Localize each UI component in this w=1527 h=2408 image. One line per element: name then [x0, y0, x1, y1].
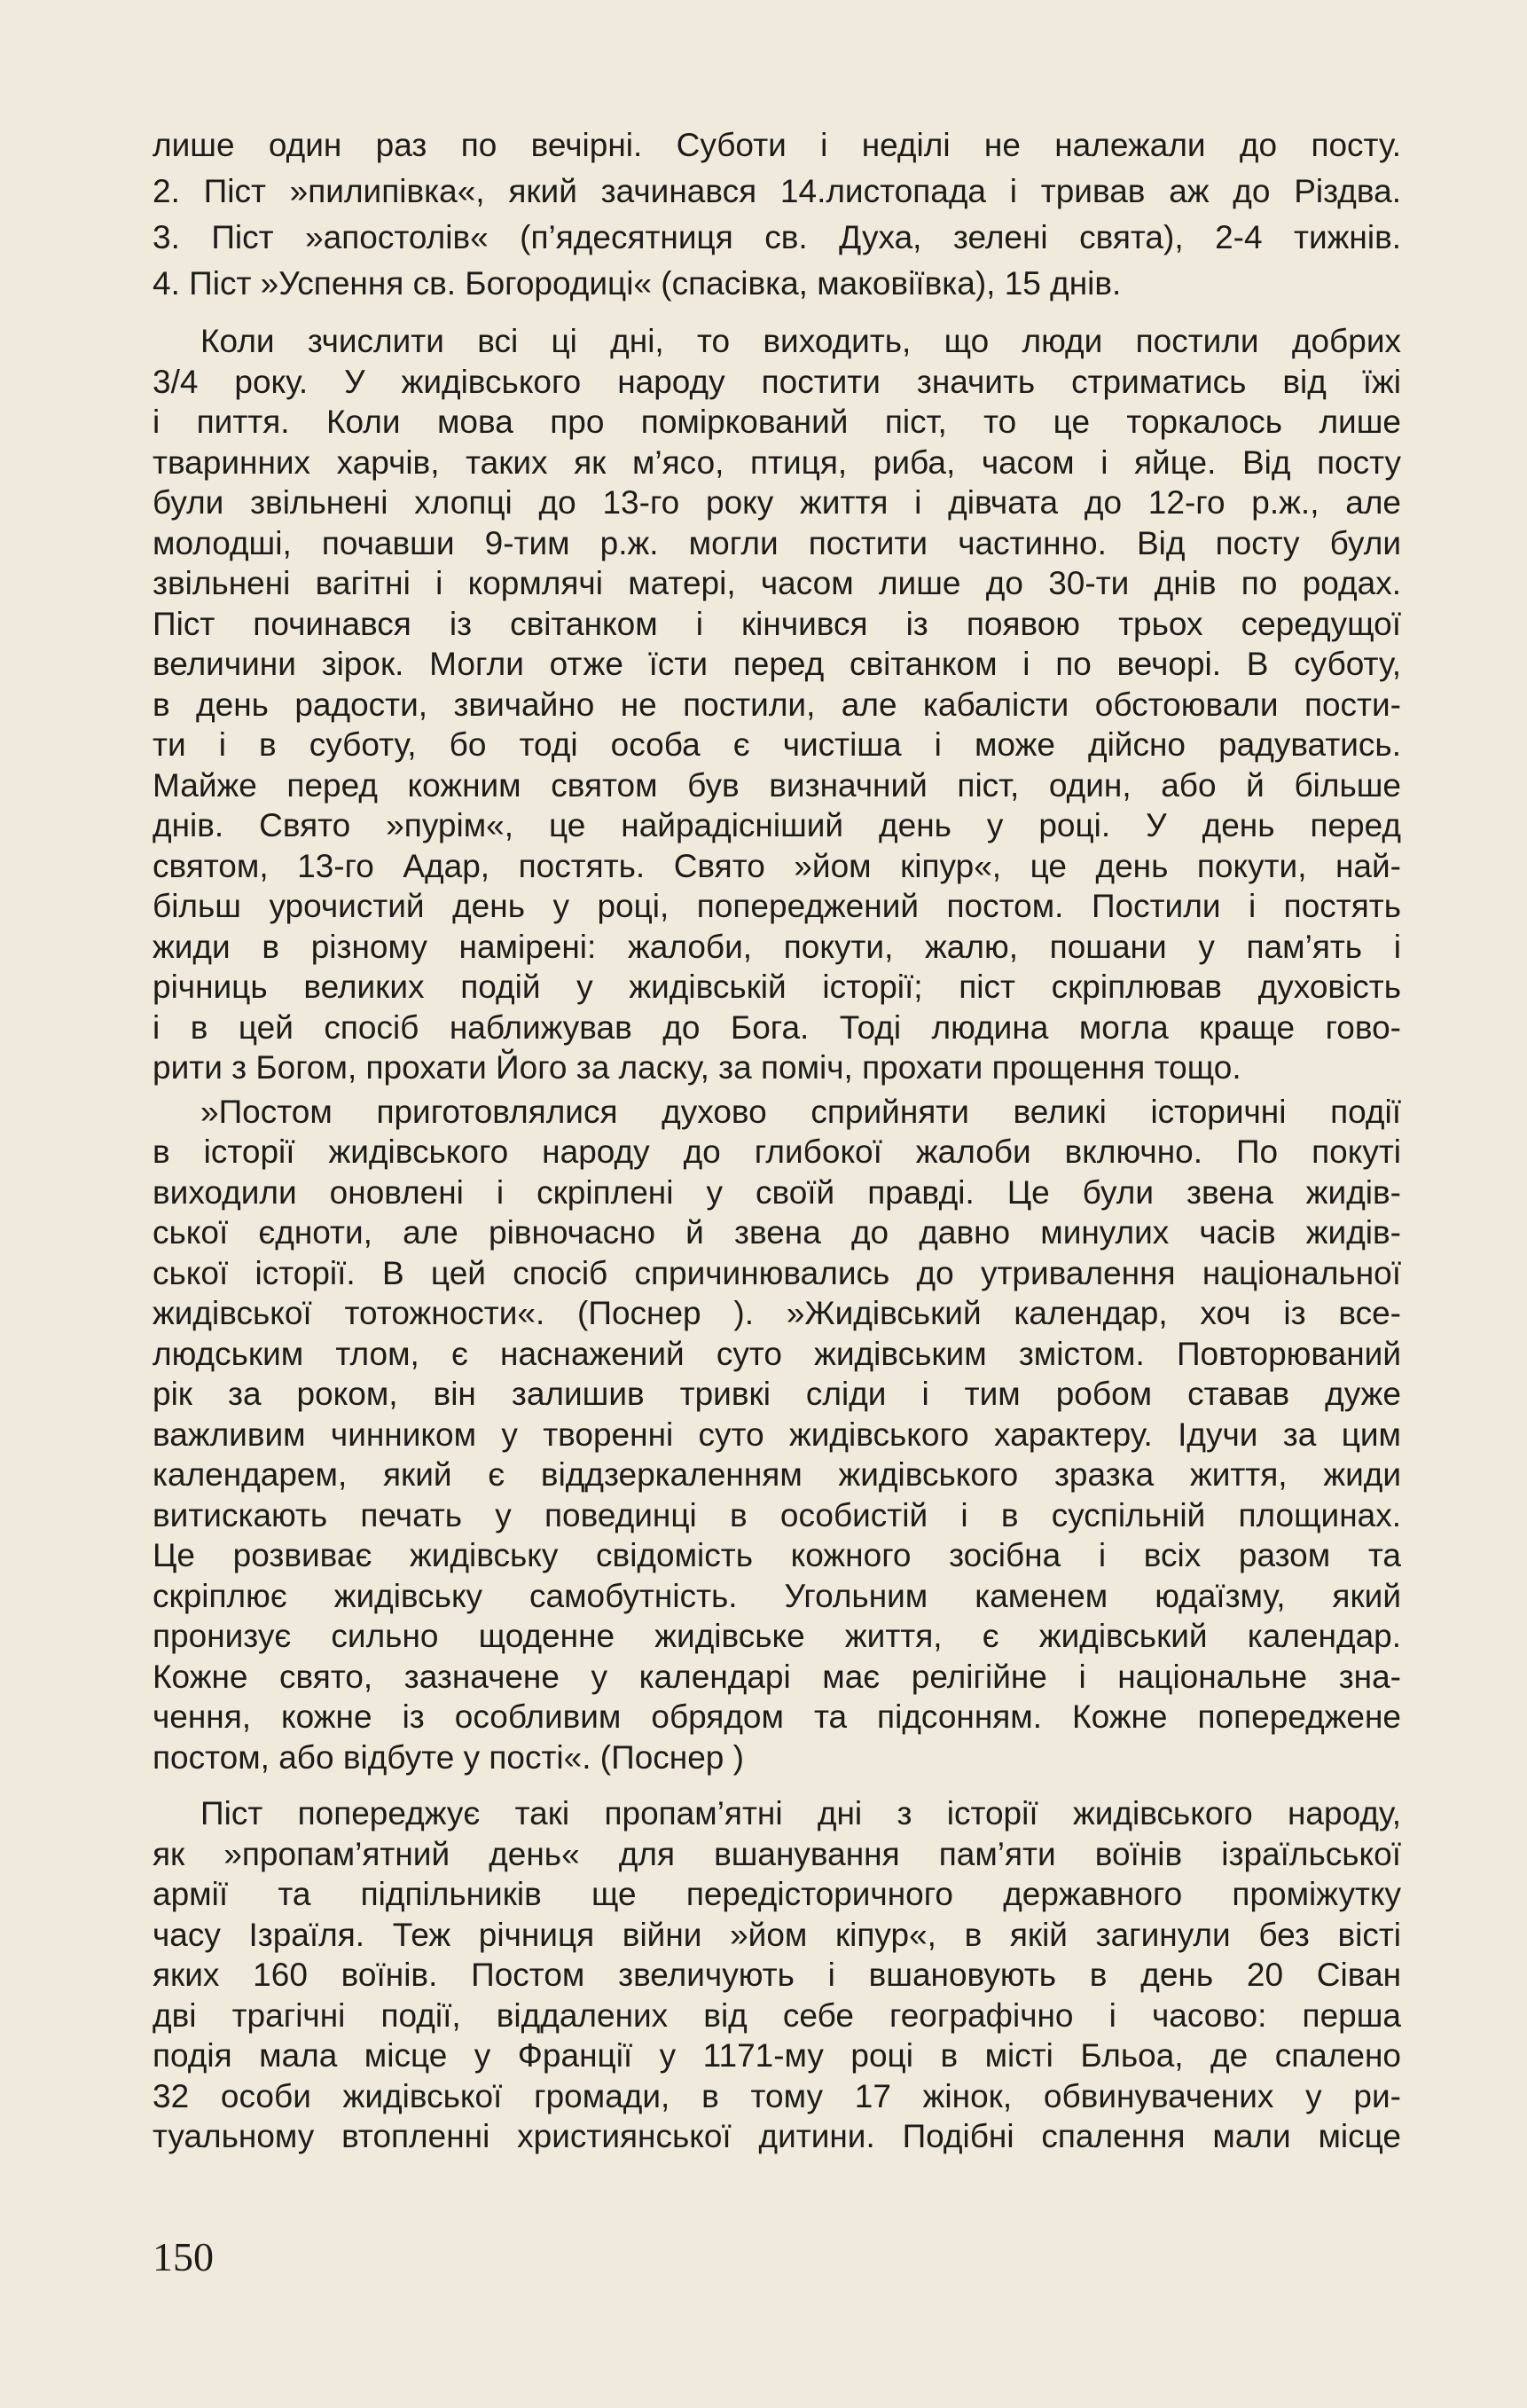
page-number: 150: [153, 2234, 214, 2279]
text-line: більш урочистий день у році, попереджений постом. Постили і постять: [153, 888, 1401, 924]
text-line: і пиття. Коли мова про поміркований піст, то це торкалось лише: [153, 404, 1401, 440]
text-line: Коли зчислити всі ці дні, то виходить, що люди постили добрих: [200, 323, 1401, 359]
text-line: ської єдноти, але рівночасно й звена до давно минулих часів жидів-: [153, 1214, 1401, 1251]
list-line: 4. Піст »Успення св. Богородиці« (спасівка, маковіївка), 15 днів.: [153, 265, 1122, 302]
paragraph-3: [153, 1793, 1401, 2157]
fast-list: [153, 122, 1401, 307]
text-line: річниць великих подій у жидівській історії; піст скріплював духовість: [153, 969, 1401, 1005]
text-line: Кожне свято, зазначене у календарі має релігійне і національне зна-: [153, 1658, 1401, 1695]
text-line: скріплює жидівську самобутність. Угольним каменем юдаїзму, який: [153, 1577, 1401, 1614]
text-line: 32 особи жидівської громади, в тому 17 жінок, обвинувачених у ри-: [153, 2077, 1401, 2114]
text-line: пронизує сильно щоденне жидівське життя, є жидівський календар.: [153, 1618, 1401, 1654]
page-body: [153, 122, 1401, 2157]
text-line: яких 160 воїнів. Постом звеличують і вшановують в день 20 Сіван: [153, 1957, 1401, 1993]
text-line: важливим чинником у творенні суто жидівського характеру. Ідучи за цим: [153, 1416, 1401, 1453]
text-line: Піст попереджує такі пропам’ятні дні з історії жидівського народу,: [200, 1795, 1401, 1831]
text-line: витискають печать у повединці в особистій і в суспільній площинах.: [153, 1496, 1401, 1533]
text-line: були звільнені хлопці до 13-го року життя і дівчата до 12-го р.ж., але: [153, 484, 1401, 521]
text-line: тваринних харчів, таких як м’ясо, птиця, риба, часом і яйце. Від посту: [153, 443, 1401, 481]
list-line: 2. Піст »пилипівка«, який зачинався 14.листопада і тривав аж до Різдва.: [153, 173, 1401, 209]
text-line: Це розвиває жидівську свідомість кожного зосібна і всіх разом та: [153, 1537, 1401, 1573]
text-line: 3/4 року. У жидівського народу постити значить стриматись від їжі: [153, 363, 1401, 400]
text-line: виходили оновлені і скріплені у своїй правді. Це були звена жидів-: [153, 1173, 1401, 1211]
text-line: величини зірок. Могли отже їсти перед світанком і по вечорі. В суботу,: [153, 646, 1401, 682]
text-line: Майже перед кожним святом був визначний піст, один, або й більше: [153, 766, 1401, 804]
text-line: жиди в різному намірені: жалоби, покути, жалю, пошани у пам’ять і: [153, 928, 1401, 965]
text-line: чення, кожне із особливим обрядом та підсонням. Кожне попереджене: [153, 1698, 1401, 1735]
text-line: в історії жидівського народу до глибокої жалоби включно. По покуті: [153, 1133, 1401, 1170]
text-line: рік за роком, він залишив тривкі сліди і тим робом ставав дуже: [153, 1376, 1401, 1412]
text-line: і в цей спосіб наближував до Бога. Тоді людина могла краще гово-: [153, 1008, 1401, 1046]
text-line: святом, 13-го Адар, постять. Свято »йом кіпур«, це день покути, най-: [153, 847, 1401, 884]
list-line: 3. Піст »апостолів« (п’ядесятниця св. Духа, зелені свята), 2-4 тижнів.: [153, 219, 1401, 255]
text-line: ти і в суботу, бо тоді особа є чистіша і може дійсно радуватись.: [153, 726, 1401, 763]
text-line: звільнені вагітні і кормлячі матері, часом лише до 30-ти днів по родах.: [153, 565, 1401, 601]
text-line: днів. Свято »пурім«, це найрадісніший день у році. У день перед: [153, 807, 1401, 843]
paragraph-1: [153, 321, 1401, 1088]
text-line: подія мала місце у Франції у 1171-му році в місті Бльоа, де спалено: [153, 2037, 1401, 2074]
text-line: армії та підпільників ще передісторичного державного проміжутку: [153, 1876, 1401, 1912]
list-line: лише один раз по вечірні. Суботи і неділі не належали до посту.: [153, 127, 1401, 163]
text-line: Піст починався із світанком і кінчився із появою трьох середущої: [153, 605, 1401, 642]
text-line: часу Ізраїля. Теж річниця війни »йом кіпур«, в якій загинули без вісті: [153, 1916, 1401, 1953]
text-line: як »пропам’ятний день« для вшанування пам’яти воїнів ізраїльської: [153, 1835, 1401, 1872]
text-line: людським тлом, є наснажений суто жидівським змістом. Повторюваний: [153, 1335, 1401, 1372]
text-line: ської історії. В цей спосіб спричинювались до утривалення національної: [153, 1254, 1401, 1291]
text-line: »Постом приготовлялися духово сприйняти великі історичні події: [200, 1093, 1401, 1130]
text-line: туальному втопленні християнської дитини. Подібні спалення мали місце: [153, 2118, 1401, 2154]
text-line: постом, або відбуте у пості«. (Поснер ): [153, 1738, 744, 1776]
text-line: молодші, почавши 9-тим р.ж. могли постити частинно. Від посту були: [153, 524, 1401, 561]
text-line: жидівської тотожности«. (Поснер ). »Жидівський календар, хоч із все-: [153, 1295, 1401, 1331]
text-line: рити з Богом, прохати Його за ласку, за поміч, прохати прощення тощо.: [153, 1049, 1241, 1086]
text-line: в день радости, звичайно не постили, але кабалісти обстоювали пости-: [153, 686, 1401, 723]
text-line: календарем, який є віддзеркаленням жидівського зразка життя, жиди: [153, 1456, 1401, 1493]
text-line: дві трагічні події, віддалених від себе географічно і часово: перша: [153, 1996, 1401, 2034]
paragraph-2: [153, 1092, 1401, 1778]
